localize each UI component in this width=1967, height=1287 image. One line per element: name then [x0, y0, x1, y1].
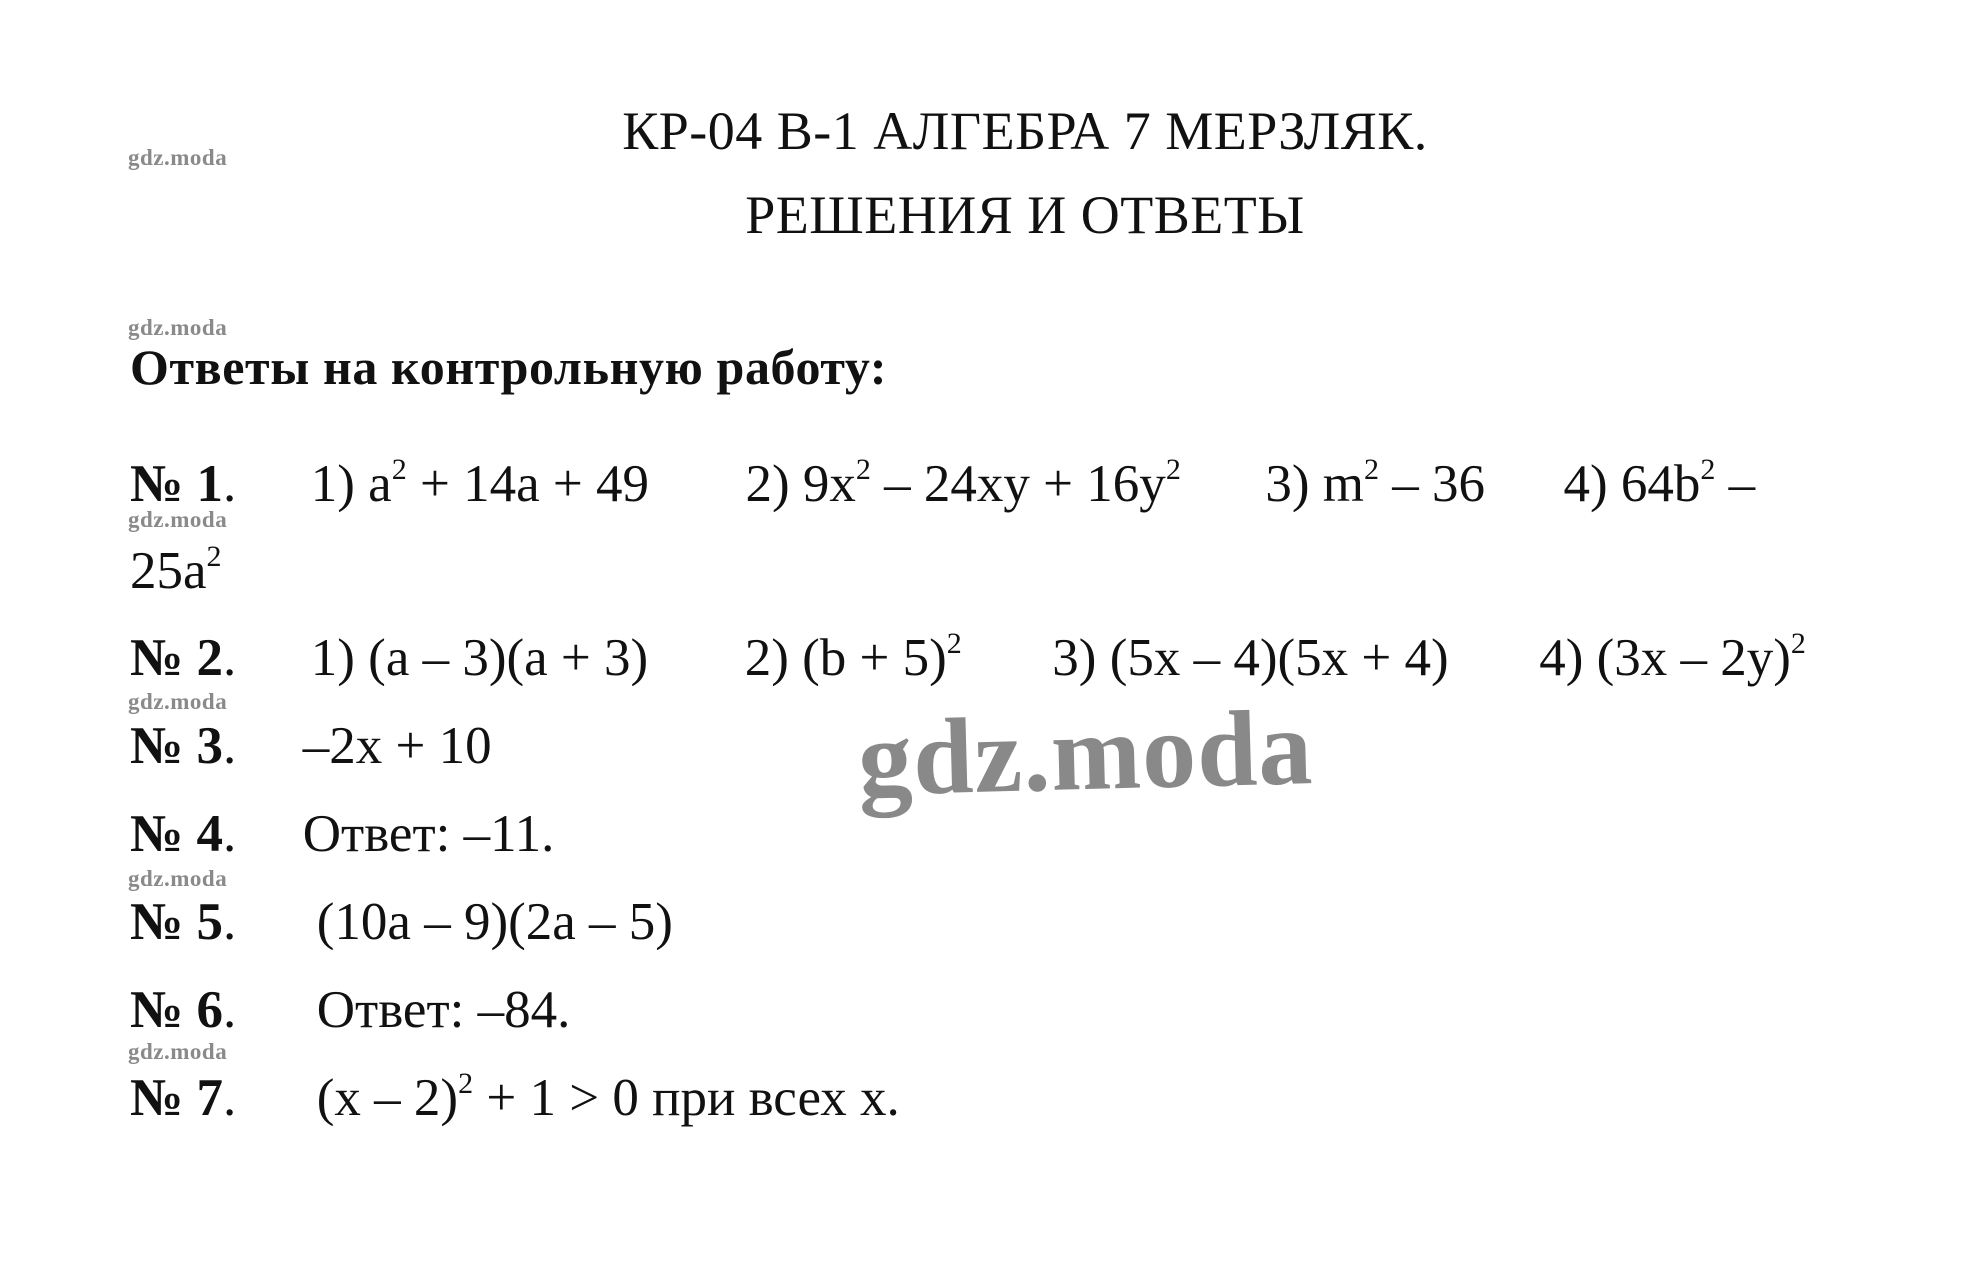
- answer-number: № 6: [130, 981, 224, 1039]
- answer-text: (x – 2)$^2$ + 1 > 0 при всех x.: [316, 1067, 900, 1127]
- answer-1: № 1. 1) $a^2 + 14a + 49$ 2) $9x^2 - 24xy + 16y^2$ 3) $m^2 - 36$ 4) $64b^2$ –: [130, 453, 1756, 513]
- answer-number: № 1: [130, 455, 224, 513]
- answer-text: –2x + 10: [302, 717, 492, 775]
- answer-part: 2) $(b + 5)^2$: [744, 627, 962, 687]
- answer-part: 3) $m^2 - 36$: [1265, 453, 1485, 513]
- watermark-small: gdz.moda: [128, 1039, 228, 1064]
- answer-text: Ответ: –11.: [302, 805, 555, 863]
- answer-7: № 7. (x – 2)$^2$ + 1 > 0 при всех x.: [130, 1067, 900, 1127]
- answer-text: Ответ: –84.: [316, 981, 571, 1039]
- answer-number: № 5: [130, 893, 224, 951]
- watermark-small: gdz.moda: [128, 145, 228, 170]
- answer-number: № 3: [130, 717, 224, 775]
- watermark-small: gdz.moda: [128, 866, 228, 891]
- answer-1-continuation: $25a^2$: [130, 540, 222, 600]
- answer-text: (10a – 9)(2a – 5): [316, 893, 673, 951]
- document-title: КР-04 В-1 АЛГЕБРА 7 МЕРЗЛЯК.: [622, 101, 1428, 161]
- document-subtitle: РЕШЕНИЯ И ОТВЕТЫ: [745, 185, 1305, 245]
- answer-6: № 6. Ответ: –84.: [130, 981, 571, 1039]
- watermark-large: gdz.moda: [856, 688, 1315, 819]
- answer-4: № 4. Ответ: –11.: [130, 805, 555, 863]
- watermark-small: gdz.moda: [128, 315, 228, 340]
- answer-part: 1) $a^2 + 14a + 49$: [310, 453, 650, 513]
- watermark-small: gdz.moda: [128, 689, 228, 714]
- answer-part: 4) (3x – 2y)$^2$: [1539, 627, 1806, 687]
- answer-2: № 2. 1) (a – 3)(a + 3) 2) $(b + 5)^2$ 3) (5x – 4)(5x + 4) 4) (3x – 2y)$^2$: [130, 627, 1806, 687]
- answer-5: № 5. (10a – 9)(2a – 5): [130, 893, 673, 951]
- answer-part: 1) (a – 3)(a + 3): [310, 629, 649, 687]
- answer-number: № 2: [130, 629, 224, 687]
- answers-heading: Ответы на контрольную работу:: [130, 339, 888, 395]
- answer-number: № 4: [130, 805, 224, 863]
- answer-part: 2) $9x^2 - 24xy + 16y^2$: [745, 453, 1181, 513]
- answer-number: № 7: [130, 1069, 224, 1127]
- answer-part: 4) $64b^2$ –: [1563, 453, 1756, 513]
- answer-part: 3) (5x – 4)(5x + 4): [1052, 629, 1449, 687]
- answer-3: № 3. –2x + 10: [130, 717, 492, 775]
- watermark-small: gdz.moda: [128, 507, 228, 532]
